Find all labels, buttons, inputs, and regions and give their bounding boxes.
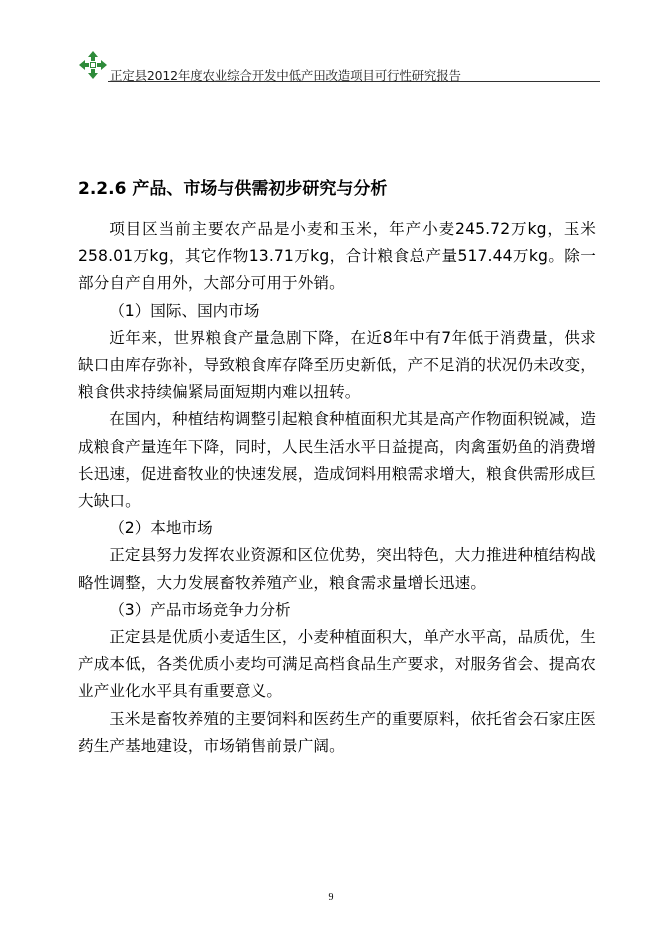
paragraph: 玉米是畜牧养殖的主要饲料和医药生产的重要原料，依托省会石家庄医药生产基地建设，市场销售前景广阔。 — [78, 709, 596, 755]
subsection-title: （3）产品市场竞争力分析 — [109, 600, 291, 619]
section-heading: 2.2.6 产品、市场与供需初步研究与分析 — [78, 179, 388, 199]
paragraph: 在国内，种植结构调整引起粮食种植面积尤其是高产作物面积锐减，造成粮食产量连年下降，同时，人民生活水平日益提高，肉禽蛋奶鱼的消费增长迅速，促进畜牧业的快速发展，造成饲料用粮需求增大，粮食供需形成巨大缺口。 — [78, 410, 596, 511]
paragraph: 近年来，世界粮食产量急剧下降，在近8年中有7年低于消费量，供求缺口由库存弥补，导致粮食库存降至历史新低，产不足消的状况仍未改变，粮食供求持续偏紧局面短期内难以扭转。 — [78, 328, 596, 402]
page-number: 9 — [328, 892, 334, 903]
paragraph: 项目区当前主要农产品是小麦和玉米，年产小麦245.72万kg，玉米258.01万kg，其它作物13.71万kg，合计粮食总产量517.44万kg。除一部分自产自用外，大部分可用于外销。 — [78, 220, 596, 293]
header-divider — [108, 81, 600, 82]
subsection-title: （1）国际、国内市场 — [109, 301, 260, 320]
body-text — [78, 216, 596, 760]
page-header — [78, 48, 600, 82]
diamond-arrows-logo-icon — [78, 50, 108, 80]
subsection-title: （2）本地市场 — [109, 519, 213, 538]
paragraph: 正定县努力发挥农业资源和区位优势，突出特色，大力推进种植结构战略性调整，大力发展畜牧养殖产业，粮食需求量增长迅速。 — [78, 546, 596, 592]
report-title: 正定县2012年度农业综合开发中低产田改造项目可行性研究报告 — [110, 68, 461, 83]
paragraph: 正定县是优质小麦适生区，小麦种植面积大，单产水平高，品质优，生产成本低，各类优质小麦均可满足高档食品生产要求，对服务省会、提高农业产业化水平具有重要意义。 — [78, 628, 596, 701]
